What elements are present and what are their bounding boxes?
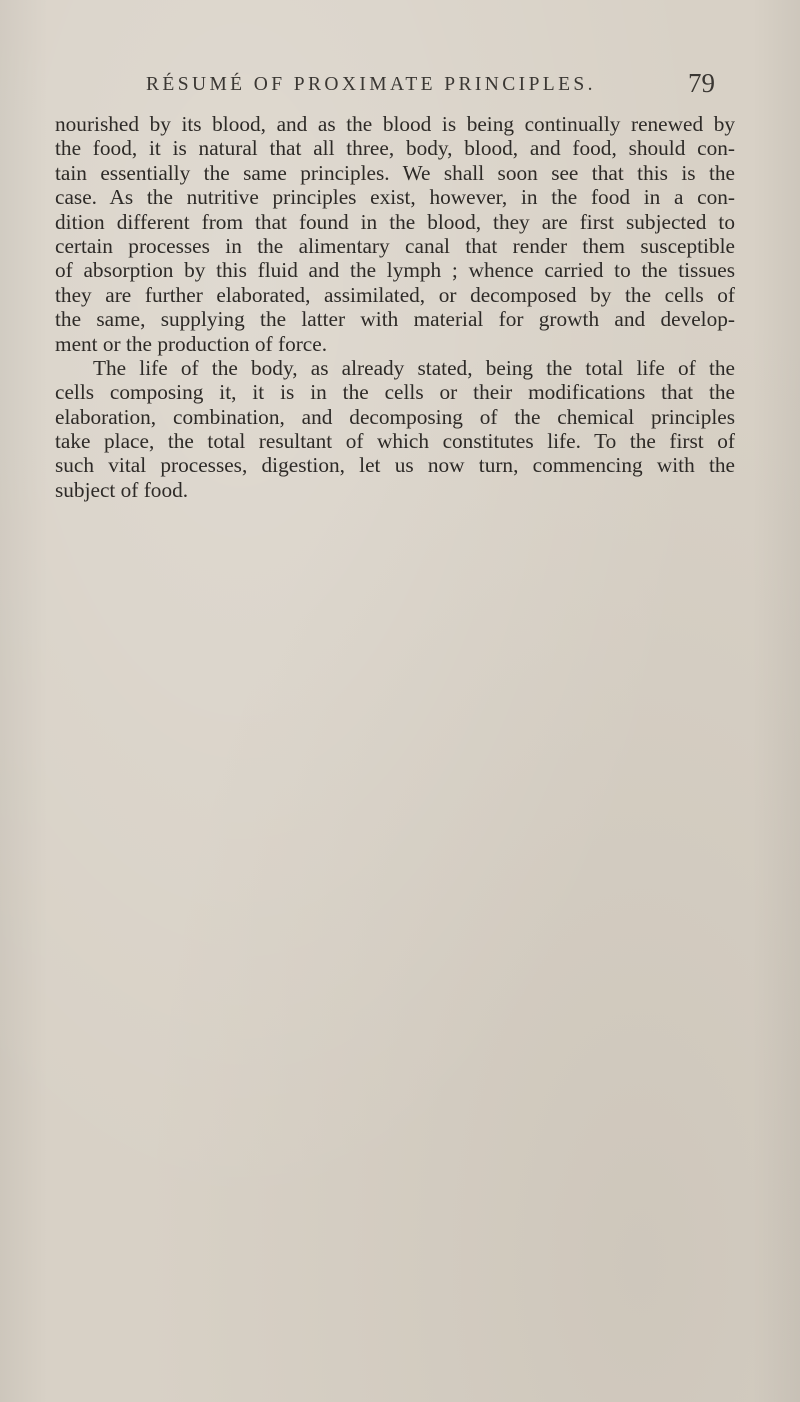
text-line: of absorption by this fluid and the lymph ; whence carried to the tissues bbox=[55, 258, 735, 283]
text-line: dition different from that found in the blood, they are first subjected to bbox=[55, 209, 735, 234]
page-number: 79 bbox=[688, 68, 715, 98]
running-head bbox=[140, 62, 715, 102]
text-line: they are further elaborated, assimilated, or decomposed by the cells of bbox=[55, 282, 735, 307]
text-line: subject of food. bbox=[55, 477, 189, 502]
text-line: take place, the total resultant of which constitutes life. To the first of bbox=[55, 429, 735, 454]
text-line: the same, supplying the latter with material for growth and develop- bbox=[55, 307, 735, 332]
text-line: the food, it is natural that all three, body, blood, and food, should con- bbox=[55, 136, 735, 161]
text-line: cells composing it, it is in the cells or their modifications that the bbox=[55, 380, 735, 405]
paragraph-2 bbox=[55, 356, 735, 502]
paragraph-1 bbox=[55, 112, 735, 356]
text-line: The life of the body, as already stated, being the total life of the bbox=[93, 355, 735, 380]
body-text bbox=[55, 112, 735, 502]
text-line: certain processes in the alimentary canal that render them susceptible bbox=[55, 233, 735, 258]
text-line: elaboration, combination, and decomposing of the chemical principles bbox=[55, 404, 735, 429]
text-line: case. As the nutritive principles exist, however, in the food in a con- bbox=[55, 185, 735, 210]
text-line: tain essentially the same principles. We shall soon see that this is the bbox=[55, 160, 735, 185]
text-line: ment or the production of force. bbox=[55, 331, 328, 356]
running-title: RÉSUMÉ OF PROXIMATE PRINCIPLES. bbox=[146, 74, 596, 95]
text-line: such vital processes, digestion, let us now turn, commencing with the bbox=[55, 453, 735, 478]
text-line: nourished by its blood, and as the blood is being continually renewed by bbox=[55, 112, 735, 136]
